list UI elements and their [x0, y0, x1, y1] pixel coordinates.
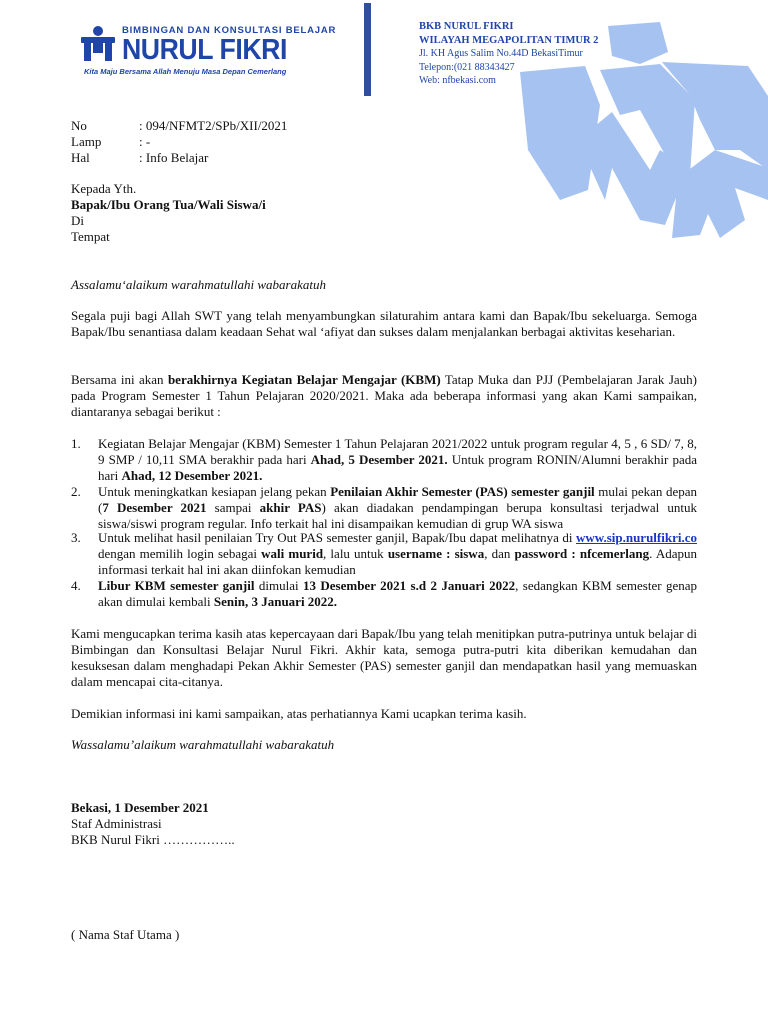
- org-contact-block: [419, 20, 598, 88]
- list-item-1: Kegiatan Belajar Mengajar (KBM) Semester 1 Tahun Pelajaran 2021/2022 untuk program regular 4, 5 , 6 SD/ 7, 8, 9 SMP / 10,11 SMA berakhir pada hari Ahad, 5 Desember 2021. Untuk program RONIN/Alumni berakhir pada hari Ahad, 12 Desember 2021.: [98, 436, 698, 483]
- ref-lamp-value: : -: [139, 134, 151, 149]
- org-phone: Telepon:(021 88343427: [419, 61, 515, 73]
- ref-hal-value: : Info Belajar: [139, 150, 209, 165]
- org-web: Web: nfbekasi.com: [419, 75, 496, 86]
- org-name: BKB NURUL FIKRI: [419, 21, 514, 32]
- signature-place-date: Bekasi, 1 Desember 2021: [71, 800, 209, 815]
- nurul-fikri-logo-icon: [78, 24, 118, 64]
- logo-name: NURUL FIKRI: [122, 34, 287, 66]
- list-item-4: Libur KBM semester ganjil dimulai 13 Desember 2021 s.d 2 Januari 2022, sedangkan KBM semester genap akan dimulai kembali Senin, 3 Januari 2022.: [98, 578, 698, 609]
- list-number-3: 3.: [71, 530, 81, 545]
- signature-role: Staf Administrasi: [71, 816, 162, 831]
- list-item-3: Untuk melihat hasil penilaian Try Out PAS semester ganjil, Bapak/Ibu dapat melihatnya di www.sip.nurulfikri.co dengan memilih login sebagai wali murid, lalu untuk username : siswa, dan password : nfcemerlang. Adapun informasi terkait hal ini akan diinfokan kemudian: [98, 530, 697, 577]
- header-divider: [364, 3, 371, 96]
- signature-org: BKB Nurul Fikri ……………..: [71, 832, 235, 847]
- ref-lamp-label: Lamp: [71, 134, 102, 149]
- org-address: Jl. KH Agus Salim No.44D BekasiTimur: [419, 48, 583, 59]
- salam-closing: Wassalamu’alaikum warahmatullahi wabarakatuh: [71, 737, 335, 752]
- salam-opening: Assalamu‘alaikum warahmatullahi wabarakatuh: [71, 277, 326, 292]
- ref-no-value: : 094/NFMT2/SPb/XII/2021: [139, 118, 288, 133]
- paragraph-kbm-end: Bersama ini akan berakhirnya Kegiatan Belajar Mengajar (KBM) Tatap Muka dan PJJ (Pembelajaran Jarak Jauh) pada Program Semester 1 Tahun Pelajaran 2020/2021. Maka ada beberapa informasi yang akan Kami sampaikan, diantaranya sebagai berikut :: [71, 372, 697, 419]
- ref-no-label: No: [71, 118, 87, 133]
- signature-name: ( Nama Staf Utama ): [71, 927, 180, 942]
- org-region: WILAYAH MEGAPOLITAN TIMUR 2: [419, 34, 599, 46]
- recipient-greeting: Kepada Yth.: [71, 181, 137, 196]
- list-number-4: 4.: [71, 578, 81, 593]
- paragraph-thanks: Kami mengucapkan terima kasih atas kepercayaan dari Bapak/Ibu yang telah menitipkan putra-putrinya untuk belajar di Bimbingan dan Konsultasi Belajar Nurul Fikri. Akhir kata, semoga putra-putri kita diberikan kemudahan dan kesuksesan dalam menghadapi Pekan Akhir Semester (PAS) semester ganjil dan mendapatkan hasil yang memuaskan dalam mencapai cita-citanya.: [71, 626, 697, 689]
- paragraph-intro: Segala puji bagi Allah SWT yang telah menyambungkan silaturahim antara kami dan Bapak/Ibu sekeluarga. Semoga Bapak/Ibu senantiasa dalam keadaan Sehat wal ‘afiyat dan sukses dalam menjalankan berbagai aktivitas keseharian.: [71, 308, 697, 339]
- ref-hal-label: Hal: [71, 150, 90, 165]
- sip-link[interactable]: www.sip.nurulfikri.co: [576, 530, 697, 545]
- recipient-name: Bapak/Ibu Orang Tua/Wali Siswa/i: [71, 197, 266, 212]
- recipient-di: Di: [71, 213, 84, 228]
- list-number-1: 1.: [71, 436, 81, 451]
- paragraph-closing: Demikian informasi ini kami sampaikan, atas perhatiannya Kami ucapkan terima kasih.: [71, 706, 527, 721]
- list-number-2: 2.: [71, 484, 81, 499]
- logo-motto: Kita Maju Bersama Allah Menuju Masa Depan Cemerlang: [84, 67, 287, 76]
- list-item-2: Untuk meningkatkan kesiapan jelang pekan Penilaian Akhir Semester (PAS) semester ganjil mulai pekan depan (7 Desember 2021 sampai akhir PAS) akan diadakan pendampingan berupa konsultasi terjadwal untuk siswa/siswi program regular. Info terkait hal ini disampaikan kemudian di grup WA siswa: [98, 484, 698, 531]
- logo-tagline-top: BIMBINGAN DAN KONSULTASI BELAJAR: [122, 25, 337, 36]
- recipient-place: Tempat: [71, 229, 110, 244]
